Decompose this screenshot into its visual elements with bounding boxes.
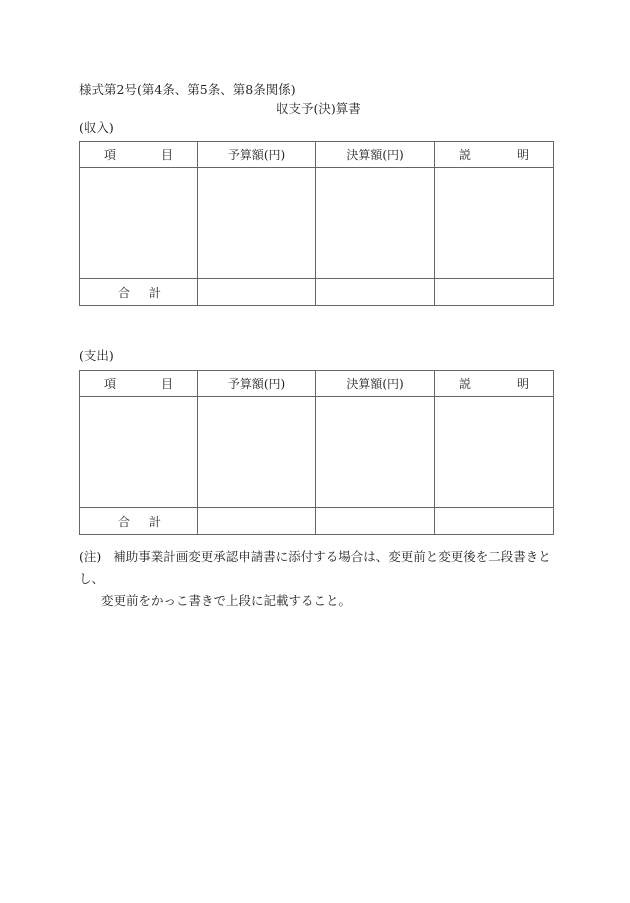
header-budget: 予算額(円) xyxy=(198,142,316,168)
income-header-row xyxy=(80,142,554,168)
total-char-2: 計 xyxy=(148,285,161,300)
expense-header-row xyxy=(80,371,554,397)
header-desc-char-1: 説 xyxy=(459,148,472,162)
header-description xyxy=(435,371,554,397)
header-settlement: 決算額(円) xyxy=(316,142,435,168)
document-title: 収支予(決)算書 xyxy=(276,101,361,116)
header-item-char-1: 項 xyxy=(104,377,117,391)
form-number: 様式第2号(第4条、第5条、第8条関係) xyxy=(79,82,296,97)
total-char-1: 合 xyxy=(118,285,131,300)
expense-settlement-cell[interactable] xyxy=(316,397,435,508)
income-total-settlement[interactable] xyxy=(316,279,435,306)
expense-section-label: (支出) xyxy=(79,348,114,363)
income-description-cell[interactable] xyxy=(435,168,554,279)
expense-table xyxy=(79,370,554,535)
expense-total-label xyxy=(80,508,198,535)
total-char-2: 計 xyxy=(148,514,161,529)
income-table xyxy=(79,141,554,306)
header-desc-char-1: 説 xyxy=(459,377,472,391)
header-desc-char-2: 明 xyxy=(516,377,529,391)
header-budget: 予算額(円) xyxy=(198,371,316,397)
header-settlement: 決算額(円) xyxy=(316,371,435,397)
expense-item-cell[interactable] xyxy=(80,397,198,508)
income-total-row xyxy=(80,279,554,306)
income-settlement-cell[interactable] xyxy=(316,168,435,279)
income-total-description[interactable] xyxy=(435,279,554,306)
note xyxy=(79,546,559,612)
header-item-char-2: 目 xyxy=(160,148,173,162)
header-desc-char-2: 明 xyxy=(516,148,529,162)
header-item-char-1: 項 xyxy=(104,148,117,162)
expense-body-row xyxy=(80,397,554,508)
income-budget-cell[interactable] xyxy=(198,168,316,279)
note-line-1 xyxy=(79,546,559,590)
header-item xyxy=(80,142,198,168)
header-item xyxy=(80,371,198,397)
expense-total-row xyxy=(80,508,554,535)
expense-budget-cell[interactable] xyxy=(198,397,316,508)
expense-total-description[interactable] xyxy=(435,508,554,535)
expense-total-budget[interactable] xyxy=(198,508,316,535)
note-text-1: 補助事業計画変更承認申請書に添付する場合は、変更前と変更後を二段書きとし、 xyxy=(79,549,551,586)
note-prefix: (注) xyxy=(79,549,102,564)
expense-total-settlement[interactable] xyxy=(316,508,435,535)
income-item-cell[interactable] xyxy=(80,168,198,279)
income-section-label: (収入) xyxy=(79,120,114,135)
note-line-2: 変更前をかっこ書きで上段に記載すること。 xyxy=(101,593,352,608)
total-char-1: 合 xyxy=(118,514,131,529)
income-body-row xyxy=(80,168,554,279)
header-description xyxy=(435,142,554,168)
income-total-label xyxy=(80,279,198,306)
header-item-char-2: 目 xyxy=(160,377,173,391)
income-total-budget[interactable] xyxy=(198,279,316,306)
expense-description-cell[interactable] xyxy=(435,397,554,508)
